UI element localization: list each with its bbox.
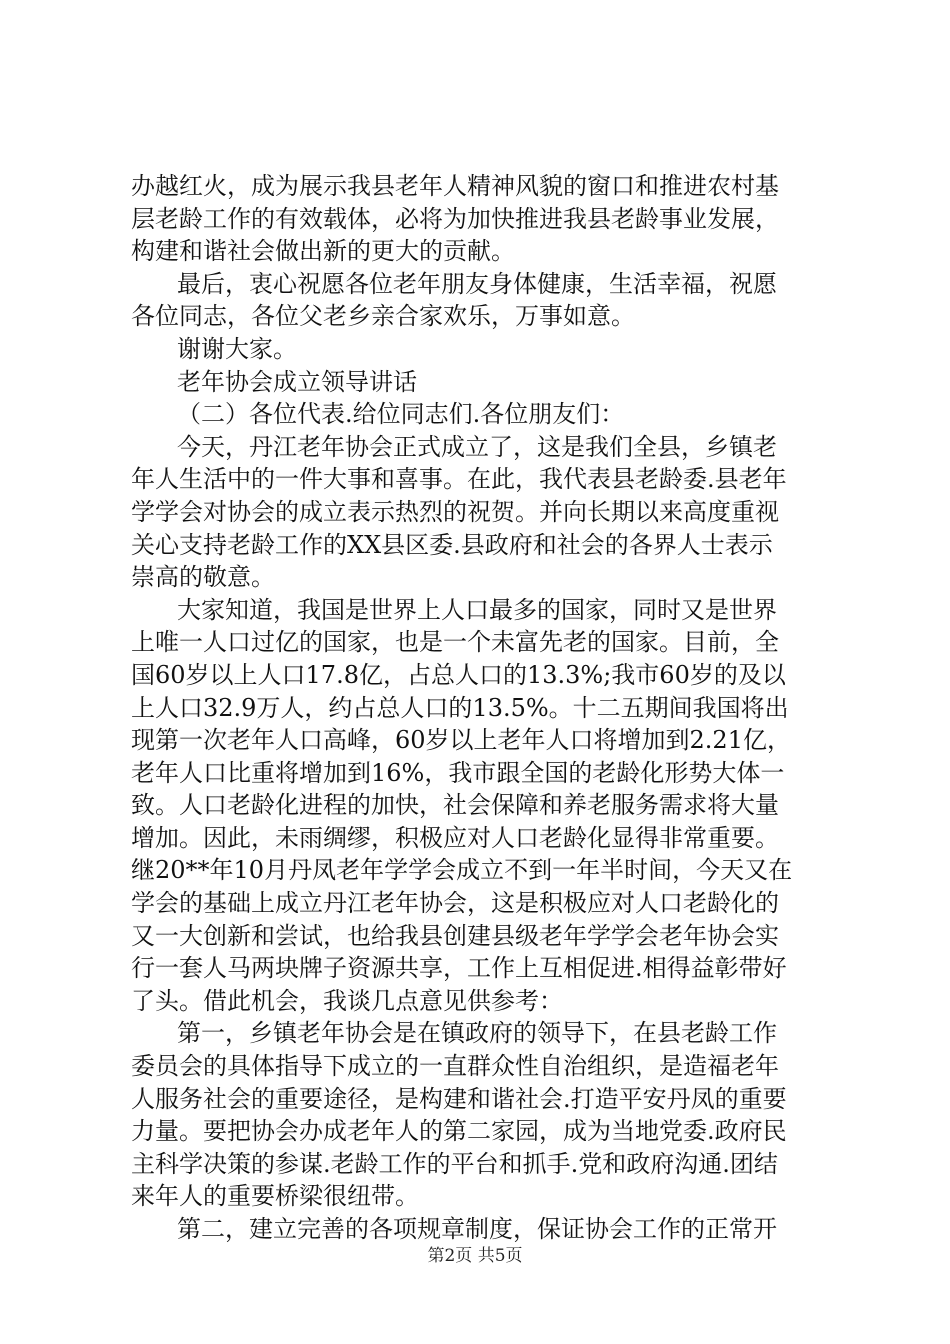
text-line: 最后，衷心祝愿各位老年朋友身体健康，生活幸福，祝愿 <box>177 269 777 298</box>
text-line: 第二，建立完善的各项规章制度，保证协会工作的正常开 <box>177 1215 777 1243</box>
text-line: 来年人的重要桥梁很纽带。 <box>131 1182 419 1211</box>
text-line: 了头。借此机会，我谈几点意见供参考： <box>131 986 563 1015</box>
text-line: 关心支持老龄工作的XX县区委.县政府和社会的各界人士表示 <box>131 530 773 559</box>
text-line: 学会的基础上成立丹江老年协会，这是积极应对人口老龄化的 <box>131 889 779 918</box>
text-line: 大家知道，我国是世界上人口最多的国家，同时又是世界 <box>177 595 777 624</box>
text-line: 行一套人马两块牌子资源共享，工作上互相促进.相得益彰带好 <box>131 954 787 983</box>
text-line: 力量。要把协会办成老年人的第二家园，成为当地党委.政府民 <box>131 1117 787 1146</box>
text-line: 老年协会成立领导讲话 <box>177 367 417 396</box>
text-line: 致。人口老龄化进程的加快，社会保障和养老服务需求将大量 <box>131 791 779 820</box>
text-line: 办越红火，成为展示我县老年人精神风貌的窗口和推进农村基 <box>131 172 779 200</box>
text-line: 又一大创新和尝试，也给我县创建县级老年学学会老年协会实 <box>131 921 779 950</box>
text-line: 上人口32.9万人，约占总人口的13.5%。十二五期间我国将出 <box>131 693 789 722</box>
text-line: 构建和谐社会做出新的更大的贡献。 <box>131 237 515 266</box>
text-line: 层老龄工作的有效载体，必将为加快推进我县老龄事业发展， <box>131 204 779 233</box>
text-line: （二）各位代表.给位同志们.各位朋友们： <box>177 400 625 429</box>
document-body <box>131 170 831 1246</box>
text-line: 学学会对协会的成立表示热烈的祝贺。并向长期以来高度重视 <box>131 497 779 526</box>
text-line: 第一，乡镇老年协会是在镇政府的领导下，在县老龄工作 <box>177 1019 777 1048</box>
text-line: 委员会的具体指导下成立的一直群众性自治组织，是造福老年 <box>131 1052 779 1081</box>
text-line: 崇高的敬意。 <box>131 563 275 592</box>
text-line: 今天，丹江老年协会正式成立了，这是我们全县，乡镇老 <box>177 432 777 461</box>
text-line: 现第一次老年人口高峰，60岁以上老年人口将增加到2.21亿， <box>131 726 791 755</box>
text-line: 增加。因此，未雨绸缪，积极应对人口老龄化显得非常重要。 <box>131 823 779 852</box>
text-line: 各位同志，各位父老乡亲合家欢乐，万事如意。 <box>131 302 635 331</box>
text-line: 人服务社会的重要途径，是构建和谐社会.打造平安丹凤的重要 <box>131 1084 787 1113</box>
text-line: 继20**年10月丹凤老年学学会成立不到一年半时间，今天又在 <box>131 856 793 885</box>
text-line: 上唯一人口过亿的国家，也是一个未富先老的国家。目前，全 <box>131 628 779 657</box>
text-line: 年人生活中的一件大事和喜事。在此，我代表县老龄委.县老年 <box>131 465 787 494</box>
text-line: 国60岁以上人口17.8亿，占总人口的13.3%;我市60岁的及以 <box>131 660 786 689</box>
text-line: 老年人口比重将增加到16%，我市跟全国的老龄化形势大体一 <box>131 758 785 787</box>
text-line: 主科学决策的参谋.老龄工作的平台和抓手.党和政府沟通.团结 <box>131 1149 778 1178</box>
text-line: 谢谢大家。 <box>177 334 297 363</box>
page-footer: 第2页 共5页 <box>427 1246 523 1266</box>
